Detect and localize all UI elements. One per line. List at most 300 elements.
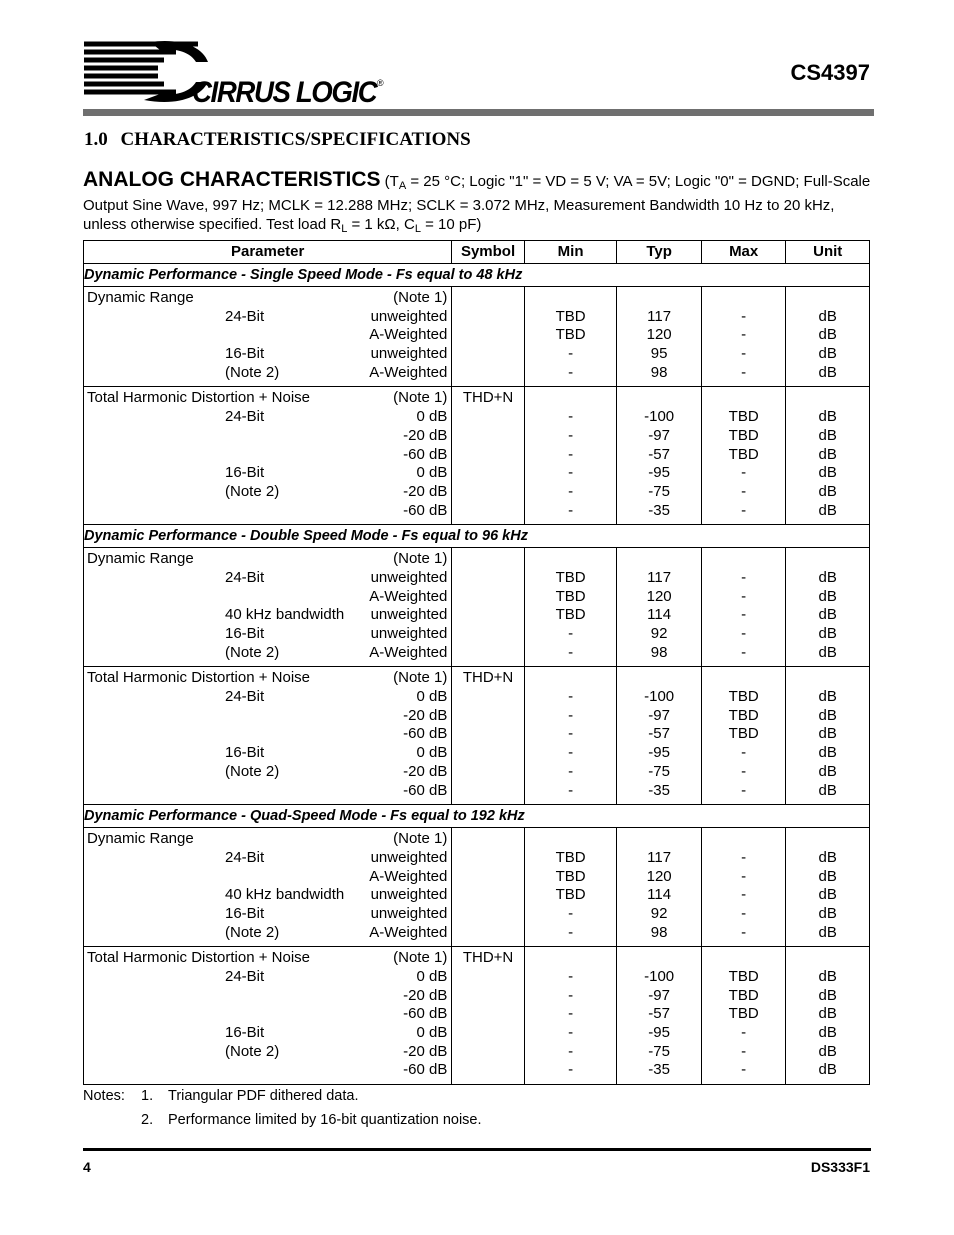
parameter-line xyxy=(84,408,451,427)
typ-value: 117 xyxy=(647,307,672,325)
unit-cell xyxy=(786,667,870,805)
parameter-condition: 24-Bit xyxy=(225,688,265,706)
unit-cell xyxy=(786,947,870,1085)
parameter-qualifier: (Note 1) xyxy=(393,389,448,407)
parameter-qualifier: A-Weighted xyxy=(369,326,448,344)
header-symbol: Symbol xyxy=(452,241,524,264)
parameter-line xyxy=(84,830,451,849)
min-value: TBD xyxy=(555,606,586,624)
max-value: - xyxy=(741,867,747,885)
table-row xyxy=(84,387,870,525)
unit-value: dB xyxy=(818,363,837,381)
note-number: 2. xyxy=(141,1112,154,1128)
parameter-qualifier: (Note 1) xyxy=(393,830,448,848)
parameter-line xyxy=(84,289,451,308)
parameter-condition: 24-Bit xyxy=(225,848,265,866)
unit-value: dB xyxy=(818,345,837,363)
min-cell xyxy=(524,947,617,1085)
min-value: - xyxy=(568,501,574,519)
parameter-condition: 24-Bit xyxy=(225,568,265,586)
parameter-line xyxy=(84,644,451,663)
min-value: - xyxy=(568,1024,574,1042)
parameter-qualifier: unweighted xyxy=(370,625,448,642)
parameter-condition: 16-Bit xyxy=(225,904,265,922)
parameter-line xyxy=(84,1005,451,1024)
min-value: - xyxy=(568,968,574,985)
note-number: 1. xyxy=(141,1088,154,1104)
unit-value: dB xyxy=(818,1061,837,1079)
typ-value: 92 xyxy=(650,625,668,642)
parameter-condition: 40 kHz bandwidth xyxy=(225,606,345,624)
typ-value: 98 xyxy=(650,923,668,941)
typ-value: 120 xyxy=(646,326,672,344)
analog-characteristics-intro xyxy=(83,170,873,239)
section-header-row xyxy=(84,525,870,548)
parameter-line xyxy=(84,949,451,968)
unit-value: dB xyxy=(818,968,837,985)
symbol-cell: THD+N xyxy=(452,947,524,1085)
parameter-line xyxy=(84,688,451,707)
typ-value: -75 xyxy=(648,482,670,500)
parameter-qualifier: (Note 1) xyxy=(393,949,448,967)
unit-value: dB xyxy=(818,725,837,743)
typ-value: -95 xyxy=(648,744,670,762)
min-value xyxy=(525,550,617,569)
parameter-condition: 16-Bit xyxy=(225,1024,265,1042)
parameter-qualifier: (Note 1) xyxy=(393,289,448,306)
max-value: - xyxy=(741,587,747,605)
parameter-condition: (Note 2) xyxy=(225,923,280,941)
typ-value: -100 xyxy=(644,408,675,426)
parameter-qualifier: unweighted xyxy=(370,606,448,624)
max-value: - xyxy=(741,307,747,325)
max-value: TBD xyxy=(728,725,759,743)
parameter-line xyxy=(84,1024,451,1043)
typ-value: -35 xyxy=(648,781,670,799)
parameter-qualifier: 0 dB xyxy=(416,408,448,426)
min-value: - xyxy=(568,1005,574,1023)
parameter-line xyxy=(84,606,451,625)
max-value: TBD xyxy=(728,688,759,706)
min-value: - xyxy=(568,688,574,706)
unit-value: dB xyxy=(818,408,837,426)
typ-cell xyxy=(617,667,702,805)
unit-value: dB xyxy=(818,307,837,325)
unit-value: dB xyxy=(818,706,837,724)
unit-cell xyxy=(786,287,870,387)
parameter-qualifier: unweighted xyxy=(370,904,448,922)
max-value xyxy=(702,289,786,308)
unit-value: dB xyxy=(818,923,837,941)
table-row xyxy=(84,947,870,1085)
min-cell xyxy=(524,828,617,947)
unit-value: dB xyxy=(818,568,837,586)
max-value xyxy=(702,830,786,849)
typ-value: -97 xyxy=(648,426,670,444)
unit-cell xyxy=(786,828,870,947)
intro-sub-l: L xyxy=(341,223,348,235)
parameter-qualifier: -20 dB xyxy=(403,1042,448,1060)
parameter-qualifier: A-Weighted xyxy=(369,867,448,885)
min-value xyxy=(525,289,617,308)
min-cell xyxy=(524,387,617,525)
parameter-line xyxy=(84,502,451,521)
typ-value: -57 xyxy=(648,445,670,463)
unit-cell xyxy=(786,548,870,667)
min-value: TBD xyxy=(555,848,586,866)
max-value: - xyxy=(741,1024,747,1042)
max-value: - xyxy=(741,568,747,586)
typ-cell xyxy=(617,387,702,525)
typ-value: -57 xyxy=(648,725,670,743)
max-value: - xyxy=(741,482,747,500)
parameter-cell xyxy=(84,548,452,667)
parameter-line xyxy=(84,364,451,383)
parameter-name: Total Harmonic Distortion + Noise xyxy=(87,949,311,967)
min-value: TBD xyxy=(555,307,586,325)
unit-cell xyxy=(786,387,870,525)
table-header-row xyxy=(84,241,870,264)
parameter-cell xyxy=(84,947,452,1085)
max-value: - xyxy=(741,625,747,642)
parameter-qualifier: 0 dB xyxy=(416,464,448,482)
max-value: TBD xyxy=(728,426,759,444)
max-value xyxy=(702,949,786,968)
max-value xyxy=(702,669,786,688)
min-value: - xyxy=(568,426,574,444)
typ-cell xyxy=(617,947,702,1085)
symbol-cell xyxy=(452,287,524,387)
parameter-qualifier: -60 dB xyxy=(403,725,448,743)
typ-value: -95 xyxy=(648,464,670,482)
parameter-qualifier: -20 dB xyxy=(403,706,448,724)
parameter-qualifier: A-Weighted xyxy=(369,363,448,381)
parameter-qualifier: 0 dB xyxy=(416,688,448,706)
typ-value: 114 xyxy=(647,606,672,624)
parameter-line xyxy=(84,625,451,644)
parameter-qualifier: -60 dB xyxy=(403,1061,448,1079)
min-value: - xyxy=(568,1061,574,1079)
document-id: DS333F1 xyxy=(810,1159,870,1175)
note-text: Triangular PDF dithered data. xyxy=(168,1088,359,1104)
parameter-line xyxy=(84,669,451,688)
typ-value xyxy=(617,949,701,968)
unit-value: dB xyxy=(818,326,837,344)
parameter-qualifier: -20 dB xyxy=(403,762,448,780)
parameter-qualifier: -60 dB xyxy=(403,781,448,799)
min-value: TBD xyxy=(555,886,586,904)
unit-value xyxy=(786,550,869,569)
min-value: - xyxy=(568,482,574,500)
unit-value: dB xyxy=(818,688,837,706)
min-cell xyxy=(524,548,617,667)
parameter-line xyxy=(84,924,451,943)
min-value: - xyxy=(568,904,574,922)
header-parameter: Parameter xyxy=(84,241,452,264)
intro-conditions-3: = 1 kΩ, C xyxy=(347,216,415,233)
parameter-cell xyxy=(84,667,452,805)
typ-value xyxy=(617,669,701,688)
unit-value: dB xyxy=(818,501,837,519)
typ-value: 117 xyxy=(647,568,672,586)
typ-value: 120 xyxy=(646,587,672,605)
symbol-cell xyxy=(452,548,524,667)
min-value: - xyxy=(568,725,574,743)
parameter-line xyxy=(84,588,451,607)
typ-cell xyxy=(617,548,702,667)
parameter-condition: (Note 2) xyxy=(225,762,280,780)
max-value: - xyxy=(741,1061,747,1079)
typ-value: -97 xyxy=(648,706,670,724)
part-number: CS4397 xyxy=(790,60,870,85)
table-row xyxy=(84,548,870,667)
parameter-line xyxy=(84,707,451,726)
notes-label: Notes: xyxy=(83,1088,125,1104)
max-value: - xyxy=(741,606,747,624)
parameter-qualifier: -20 dB xyxy=(403,482,448,500)
parameter-line xyxy=(84,782,451,801)
max-value: - xyxy=(741,501,747,519)
parameter-qualifier: unweighted xyxy=(370,568,448,586)
typ-value: 114 xyxy=(647,886,672,904)
min-value: - xyxy=(568,363,574,381)
max-cell xyxy=(701,387,786,525)
note-text: Performance limited by 16-bit quantization noise. xyxy=(168,1112,482,1128)
min-value: - xyxy=(568,762,574,780)
typ-value: 120 xyxy=(646,867,672,885)
max-value xyxy=(702,389,786,408)
parameter-qualifier: unweighted xyxy=(370,886,448,904)
parameter-condition: 16-Bit xyxy=(225,744,265,762)
typ-value: 98 xyxy=(650,643,668,661)
parameter-qualifier: -60 dB xyxy=(403,445,448,463)
parameter-condition: 24-Bit xyxy=(225,968,265,985)
min-value: - xyxy=(568,464,574,482)
typ-value xyxy=(617,289,701,308)
min-cell xyxy=(524,287,617,387)
parameter-line xyxy=(84,345,451,364)
unit-value xyxy=(786,949,869,968)
parameter-line xyxy=(84,968,451,987)
analog-heading: ANALOG CHARACTERISTICS xyxy=(83,168,381,191)
unit-value: dB xyxy=(818,643,837,661)
typ-value: 98 xyxy=(650,363,668,381)
symbol-cell: THD+N xyxy=(452,387,524,525)
typ-value: -57 xyxy=(648,1005,670,1023)
max-value: - xyxy=(741,326,747,344)
parameter-condition: 16-Bit xyxy=(225,345,265,363)
max-value: - xyxy=(741,345,747,363)
max-value: - xyxy=(741,744,747,762)
unit-value: dB xyxy=(818,986,837,1004)
symbol-cell xyxy=(452,828,524,947)
min-value xyxy=(525,830,617,849)
max-value: - xyxy=(741,923,747,941)
parameter-line xyxy=(84,987,451,1006)
parameter-condition: 24-Bit xyxy=(225,307,265,325)
parameter-condition: 24-Bit xyxy=(225,408,265,426)
parameter-condition: 16-Bit xyxy=(225,625,265,642)
typ-value: -75 xyxy=(648,762,670,780)
table-row xyxy=(84,287,870,387)
parameter-line xyxy=(84,725,451,744)
parameter-qualifier: (Note 1) xyxy=(393,550,448,568)
typ-value: 92 xyxy=(650,904,668,922)
unit-value: dB xyxy=(818,445,837,463)
intro-conditions-1: (T xyxy=(380,173,399,190)
section-title-text: CHARACTERISTICS/SPECIFICATIONS xyxy=(120,129,471,150)
parameter-qualifier: (Note 1) xyxy=(393,669,448,687)
parameter-line xyxy=(84,308,451,327)
section-number: 1.0 xyxy=(84,129,108,150)
typ-value: -35 xyxy=(648,1061,670,1079)
max-value: - xyxy=(741,886,747,904)
parameter-qualifier: -60 dB xyxy=(403,1005,448,1023)
intro-sub-a: A xyxy=(398,180,407,192)
typ-value: 117 xyxy=(647,848,672,866)
typ-value: -75 xyxy=(648,1042,670,1060)
min-value: - xyxy=(568,408,574,426)
typ-cell xyxy=(617,828,702,947)
typ-value: -95 xyxy=(648,1024,670,1042)
parameter-qualifier: A-Weighted xyxy=(369,587,448,605)
unit-value: dB xyxy=(818,606,837,624)
unit-value: dB xyxy=(818,904,837,922)
max-cell xyxy=(701,548,786,667)
max-value: TBD xyxy=(728,445,759,463)
intro-conditions-2: = 25 °C; Logic "1" = VD = 5 V; VA = 5V; Logic "0" = DGND; Full-Scale Output Sine Wave, 997 Hz; MCLK = 12.288 MHz; SCLK = 3.072 MHz, Measurement Bandwidth 10 Hz to 20 kHz, unless otherwise specified. Test load R xyxy=(83,173,871,233)
max-cell xyxy=(701,287,786,387)
header-typ: Typ xyxy=(617,241,702,264)
page-number: 4 xyxy=(83,1159,91,1175)
unit-value: dB xyxy=(818,625,837,642)
parameter-line xyxy=(84,1043,451,1062)
max-value: - xyxy=(741,464,747,482)
max-value: - xyxy=(741,904,747,922)
parameter-qualifier: 0 dB xyxy=(416,744,448,762)
header-rule xyxy=(83,109,874,116)
max-value: - xyxy=(741,781,747,799)
parameter-qualifier: 0 dB xyxy=(416,968,448,985)
min-value xyxy=(525,949,617,968)
max-value xyxy=(702,550,786,569)
typ-value: -35 xyxy=(648,501,670,519)
unit-value: dB xyxy=(818,587,837,605)
parameter-line xyxy=(84,446,451,465)
parameter-line xyxy=(84,427,451,446)
parameter-line xyxy=(84,326,451,345)
header-unit: Unit xyxy=(786,241,870,264)
min-cell xyxy=(524,667,617,805)
parameter-qualifier: 0 dB xyxy=(416,1024,448,1042)
max-cell xyxy=(701,828,786,947)
parameter-line xyxy=(84,464,451,483)
min-value: - xyxy=(568,625,574,642)
table-row xyxy=(84,828,870,947)
section-header-row xyxy=(84,805,870,828)
unit-value: dB xyxy=(818,1005,837,1023)
parameter-condition: (Note 2) xyxy=(225,363,280,381)
typ-value: -100 xyxy=(644,968,675,985)
parameter-qualifier: unweighted xyxy=(370,307,448,325)
parameter-line xyxy=(84,868,451,887)
typ-cell xyxy=(617,287,702,387)
parameter-line xyxy=(84,389,451,408)
logo-registered-mark: ® xyxy=(377,78,384,88)
parameter-qualifier: A-Weighted xyxy=(369,923,448,941)
unit-value: dB xyxy=(818,886,837,904)
max-value: - xyxy=(741,848,747,866)
parameter-qualifier: A-Weighted xyxy=(369,643,448,661)
parameter-name: Dynamic Range xyxy=(87,550,194,568)
parameter-line xyxy=(84,569,451,588)
section-heading: Dynamic Performance - Single Speed Mode - Fs equal to 48 kHz xyxy=(84,264,870,287)
max-value: TBD xyxy=(728,968,759,985)
parameter-qualifier: -20 dB xyxy=(403,426,448,444)
footer-rule xyxy=(83,1148,871,1151)
parameter-line xyxy=(84,483,451,502)
parameter-qualifier: -60 dB xyxy=(403,501,448,519)
section-heading: Dynamic Performance - Quad-Speed Mode - Fs equal to 192 kHz xyxy=(84,805,870,828)
parameter-condition: (Note 2) xyxy=(225,1042,280,1060)
min-value: - xyxy=(568,643,574,661)
parameter-line xyxy=(84,905,451,924)
min-value xyxy=(525,669,617,688)
header-min: Min xyxy=(524,241,617,264)
cirrus-logic-logo xyxy=(80,38,400,110)
parameter-qualifier: -20 dB xyxy=(403,986,448,1004)
min-value: TBD xyxy=(555,587,586,605)
parameter-name: Dynamic Range xyxy=(87,289,194,306)
unit-value: dB xyxy=(818,1024,837,1042)
min-value: TBD xyxy=(555,326,586,344)
min-value: TBD xyxy=(555,568,586,586)
min-value: - xyxy=(568,1042,574,1060)
unit-value xyxy=(786,830,869,849)
min-value: - xyxy=(568,986,574,1004)
parameter-cell xyxy=(84,387,452,525)
table-row xyxy=(84,667,870,805)
max-value: - xyxy=(741,762,747,780)
parameter-line xyxy=(84,849,451,868)
unit-value: dB xyxy=(818,867,837,885)
parameter-line xyxy=(84,886,451,905)
typ-value xyxy=(617,830,701,849)
section-header-row xyxy=(84,264,870,287)
typ-value xyxy=(617,389,701,408)
typ-value: -97 xyxy=(648,986,670,1004)
parameter-name: Total Harmonic Distortion + Noise xyxy=(87,669,311,687)
min-value: - xyxy=(568,923,574,941)
unit-value xyxy=(786,389,869,408)
parameter-name: Total Harmonic Distortion + Noise xyxy=(87,389,311,407)
max-value: TBD xyxy=(728,706,759,724)
unit-value: dB xyxy=(818,848,837,866)
min-value xyxy=(525,389,617,408)
max-value: - xyxy=(741,1042,747,1060)
typ-value xyxy=(617,550,701,569)
logo-wordmark: CIRRUS LOGIC xyxy=(192,76,377,109)
parameter-line xyxy=(84,744,451,763)
max-cell xyxy=(701,947,786,1085)
parameter-line xyxy=(84,1061,451,1080)
max-value: - xyxy=(741,643,747,661)
parameter-condition: (Note 2) xyxy=(225,643,280,661)
parameter-condition: (Note 2) xyxy=(225,482,280,500)
unit-value: dB xyxy=(818,744,837,762)
parameter-qualifier: unweighted xyxy=(370,848,448,866)
unit-value: dB xyxy=(818,781,837,799)
